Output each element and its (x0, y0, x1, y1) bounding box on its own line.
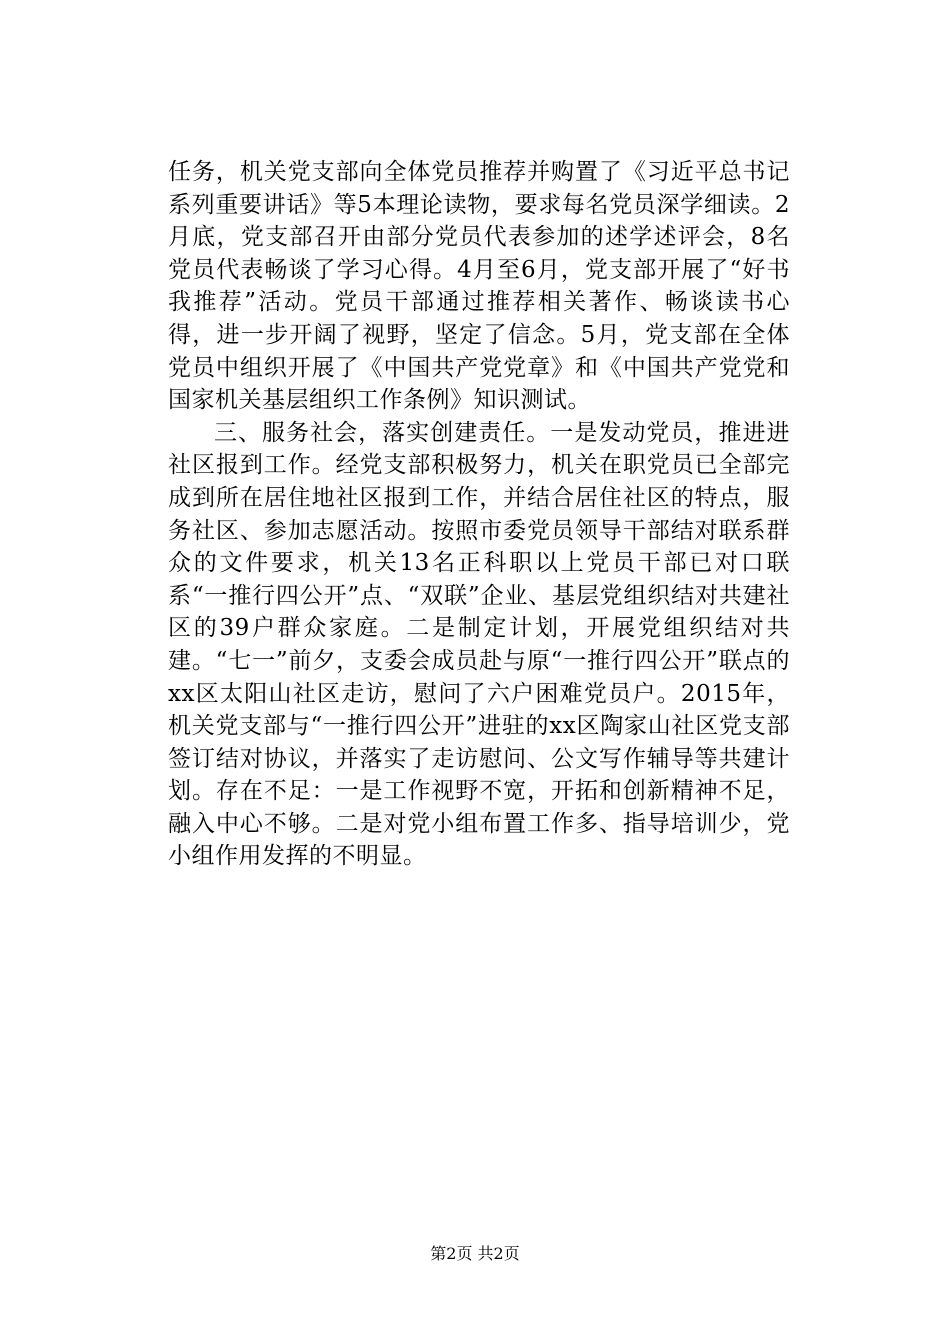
page-number-footer: 第2页 共2页 (430, 1244, 520, 1263)
document-body (168, 156, 790, 873)
paragraph-continuation: 任务，机关党支部向全体党员推荐并购置了《习近平总书记系列重要讲话》等5本理论读物，要求每名党员深学细读。2月底，党支部召开由部分党员代表参加的述学述评会，8名党员代表畅谈了学习心得。4月至6月，党支部开展了“好书我推荐”活动。党员干部通过推荐相关著作、畅谈读书心得，进一步开阔了视野，坚定了信念。5月，党支部在全体党员中组织开展了《中国共产党党章》和《中国共产党党和国家机关基层组织工作条例》知识测试。 (168, 159, 790, 414)
paragraph-section-three: 三、服务社会，落实创建责任。一是发动党员，推进进社区报到工作。经党支部积极努力，机关在职党员已全部完成到所在居住地社区报到工作，并结合居住社区的特点，服务社区、参加志愿活动。按照市委党员领导干部结对联系群众的文件要求，机关13名正科职以上党员干部已对口联系“一推行四公开”点、“双联”企业、基层党组织结对共建社区的39户群众家庭。二是制定计划，开展党组织结对共建。“七一”前夕，支委会成员赴与原“一推行四公开”联点的xx区太阳山社区走访，慰问了六户困难党员户。2015年，机关党支部与“一推行四公开”进驻的xx区陶家山社区党支部签订结对协议，并落实了走访慰问、公文写作辅导等共建计划。存在不足：一是工作视野不宽，开拓和创新精神不足，融入中心不够。二是对党小组布置工作多、指导培训少，党小组作用发挥的不明显。 (168, 419, 790, 870)
